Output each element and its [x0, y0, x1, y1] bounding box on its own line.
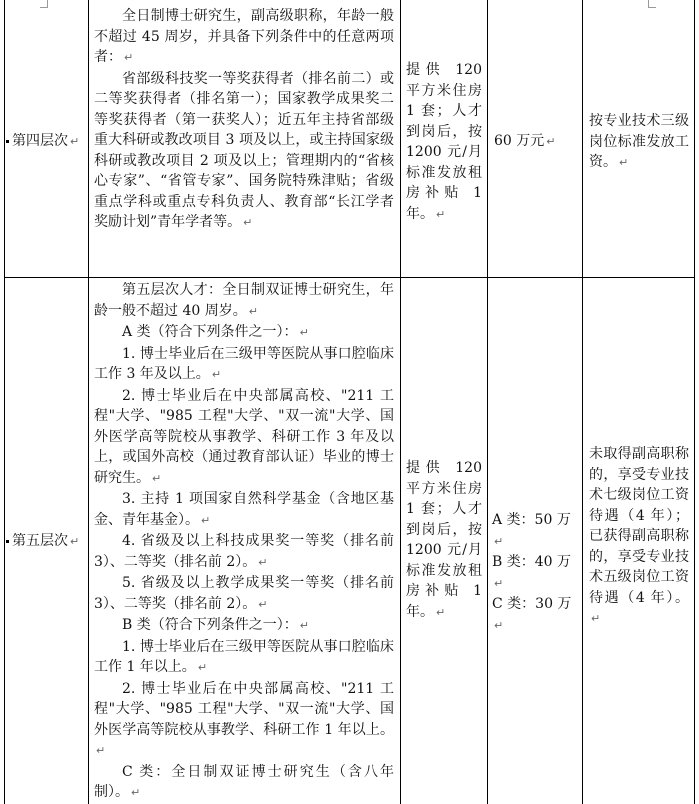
funding-cell-4: 60 万元 ↵: [494, 133, 556, 149]
level-cell-4: [6, 131, 88, 153]
condition-text: A 类（符合下列条件之一）：: [122, 324, 298, 340]
conditions-cell-5: 第五层次人才：全日制双证博士研究生，年龄一般不超过 40 周岁。 ↵ A 类（符合下列条件之一）： ↵ 1. 博士毕业后在三级甲等医院从事口腔临床工作 3 年及以上。 ↵ 2. 博士毕业后在中央部属高校、"211 工程"大学、"985 工程"大学、"双一流"大学、国外医学高等院校从事教学、科研工作 3 年及以上，或国外高校（通过教育部认证）毕业的博士研究生。 ↵ 3. 主持 1 项国家自然科学基金（含地区基金、青年基金）。 ↵ 4. 省级及以上科技成果奖一等奖（排名前 3）、二等奖（排名前 2）。 ↵ 5. 省级及以上教学成果奖一等奖（排名前 3）、二等奖（排名前 2）。 ↵ B 类（符合下列条件之一）： ↵ 1. 博士毕业后在三级甲等医院从事口腔临床工作 1 年以上。 ↵ 2. 博士毕业后在中央部属高校、"211 工程"大学、"985 工程"大学、"双一流"大学、国外医学高等院校从事教学、科研工作 1 年以上。↵ C 类：全日制双证博士研究生（含八年制）。 ↵: [94, 282, 394, 800]
housing-text: 提供 120 平方米住房 1 套；人才到岗后，按 1200 元/月标准发放租房补贴 1 年。: [406, 460, 482, 620]
level-cell-5: [6, 531, 88, 553]
bullet-icon: [6, 540, 9, 543]
table-border-left: [4, 0, 5, 804]
condition-text: 2. 博士毕业后在中央部属高校、"211 工程"大学、"985 工程"大学、"双一流"大学、国外医学高等院校从事教学、科研工作 3 年及以上，或国外高校（通过教育部认证）毕业的博士研究生。: [94, 387, 394, 486]
housing-cell-5: 提供 120 平方米住房 1 套；人才到岗后，按 1200 元/月标准发放租房补贴 1 年。 ↵: [406, 460, 482, 620]
funding-text: 60 万元: [494, 133, 545, 149]
condition-text: C 类：全日制双证博士研究生（含八年制）。: [94, 763, 394, 800]
condition-text: 1. 博士毕业后在三级甲等医院从事口腔临床工作 3 年及以上。: [94, 345, 394, 382]
salary-text: 按专业技术三级岗位标准发放工资。: [589, 113, 689, 170]
column-divider: [400, 0, 401, 804]
level-label: 第五层次: [12, 533, 68, 549]
condition-text: B 类（符合下列条件之一）：: [122, 617, 298, 633]
condition-text: 5. 省级及以上教学成果奖一等奖（排名前 3）、二等奖（排名前 2）。: [94, 575, 394, 612]
salary-text: 未取得副高职称的，享受专业技术七级岗位工资待遇（4 年）；已获得副高职称的，享受专业技术五级岗位工资待遇（4 年）。: [589, 446, 689, 606]
conditions-cell-4: 全日制博士研究生，副高级职称，年龄一般不超过 45 周岁，并具备下列条件中的任意两项者： ↵ 省部级科技奖一等奖获得者（排名前二）或二等奖获得者（排名第一）；国家教学成果奖二等奖获得者（第一获奖人）；近五年主持省部级重大科研或教改项目 3 项及以上，或主持国家级科研或教改项目 2 项及以上；管理期内的“省核心专家”、“省管专家”、国务院特殊津贴；省级重点学科或重点专科负责人、教育部“长江学者奖励计划”青年学者等。 ↵: [94, 8, 394, 230]
salary-cell-5: 未取得副高职称的，享受专业技术七级岗位工资待遇（4 年）；已获得副高职称的，享受专业技术五级岗位工资待遇（4 年）。↵: [589, 446, 689, 625]
condition-text: 4. 省级及以上科技成果奖一等奖（排名前 3）、二等奖（排名前 2）。: [94, 533, 394, 570]
column-divider: [582, 0, 583, 804]
condition-text: 1. 博士毕业后在三级甲等医院从事口腔临床工作 1 年以上。: [94, 638, 394, 675]
salary-cell-4: 按专业技术三级岗位标准发放工资。 ↵: [589, 113, 689, 170]
paragraph-mark-icon: ↵: [70, 535, 80, 548]
table-border-right: [694, 0, 695, 804]
funding-line: A 类：50 万↵: [492, 512, 571, 548]
funding-line: B 类：40 万↵: [492, 554, 572, 590]
condition-text: 全日制博士研究生，副高级职称，年龄一般不超过 45 周岁，并具备下列条件中的任意两项者：: [94, 8, 394, 65]
paragraph-mark-icon: ↵: [70, 135, 80, 148]
condition-text: 第五层次人才：全日制双证博士研究生，年龄一般不超过 40 周岁。: [94, 282, 394, 319]
housing-cell-4: 提供 120 平方米住房 1 套；人才到岗后，按 1200 元/月标准发放租房补贴 1 年。 ↵: [406, 62, 482, 222]
funding-cell-5: [492, 510, 582, 636]
column-divider: [88, 0, 89, 804]
funding-line: C 类：30 万↵: [492, 596, 572, 632]
level-label: 第四层次: [12, 133, 68, 149]
bullet-icon: [6, 140, 9, 143]
condition-text: 省部级科技奖一等奖获得者（排名前二）或二等奖获得者（排名第一）；国家教学成果奖二等奖获得者（第一获奖人）；近五年主持省部级重大科研或教改项目 3 项及以上，或主持国家级科研或教改项目 2 项及以上；管理期内的“省核心专家”、“省管专家”、国务院特殊津贴；省级重点学科或重点专科负责人、教育部“长江学者奖励计划”青年学者等。: [94, 70, 394, 230]
condition-text: 2. 博士毕业后在中央部属高校、"211 工程"大学、"985 工程"大学、"双一流"大学、国外医学高等院校从事教学、科研工作 1 年以上。: [94, 680, 394, 738]
condition-text: 3. 主持 1 项国家自然科学基金（含地区基金、青年基金）。: [94, 491, 394, 528]
corner-mark-right: [648, 0, 656, 8]
row-divider: [4, 277, 695, 278]
housing-text: 提供 120 平方米住房 1 套；人才到岗后，按 1200 元/月标准发放租房补贴 1 年。: [406, 62, 482, 222]
corner-mark-left: [40, 0, 48, 8]
column-divider: [487, 0, 488, 804]
